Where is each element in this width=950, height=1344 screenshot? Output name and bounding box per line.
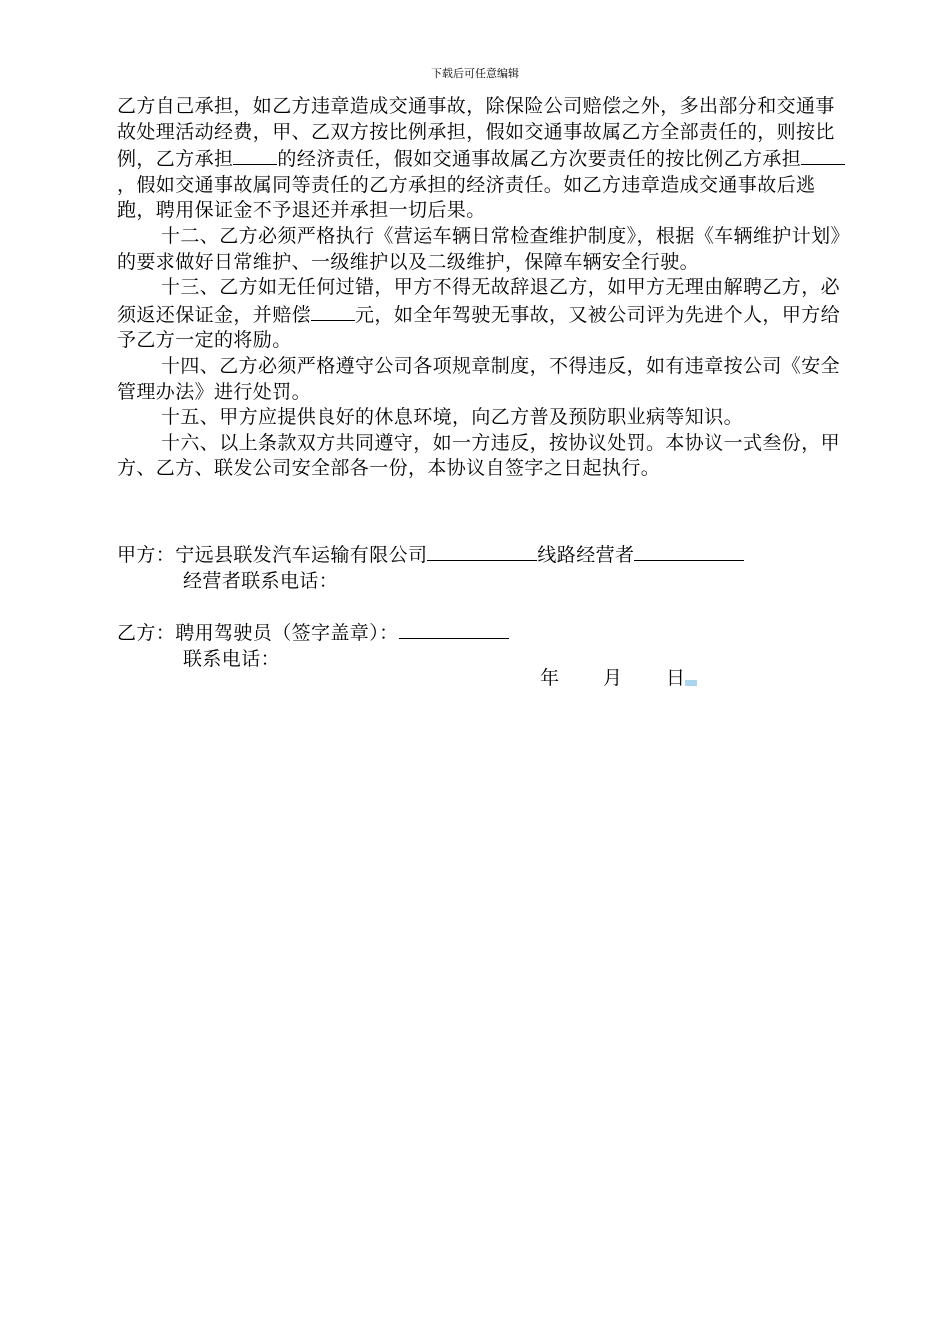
blank-compensation-amount[interactable] [311,301,355,321]
route-operator-blank[interactable] [634,541,744,561]
party-b-line [117,619,509,647]
route-operator-label: 线路经营者 [537,544,635,566]
clause-13 [117,275,847,354]
party-a-line [117,541,744,569]
date-year-label: 年 [540,667,560,689]
page-header-note: 下载后可任意编辑 [431,67,519,80]
clause-11-text-3: ，假如交通事故属同等责任的乙方承担的经济责任。如乙方违章造成交通事故后逃跑，聘用保证金不予退还并承担一切后果。 [117,173,816,222]
party-b-signature-block [117,619,509,672]
date-month-label: 月 [603,667,623,689]
clause-11-continuation [117,94,847,224]
driver-phone-label: 联系电话： [183,647,281,670]
blank-full-responsibility-share[interactable] [233,145,277,165]
party-a-signature-block [117,541,744,594]
signing-date [540,666,697,692]
clause-13-text-1: 十三、乙方如无任何过错，甲方不得无故辞退乙方，如甲方无理由解聘乙方，必须返还保证金，并赔偿 [117,276,841,326]
text-cursor-highlight [685,680,697,686]
party-b-signature-blank[interactable] [399,619,509,639]
contract-body [117,94,847,482]
clause-15: 十五、甲方应提供良好的休息环境，向乙方普及预防职业病等知识。 [161,406,744,429]
clause-13-text-2: 元，如全年驾驶无事故，又被公司评为先进个人，甲方给予乙方一定的将励。 [117,303,841,352]
blank-minor-responsibility-share[interactable] [801,145,845,165]
date-day-label: 日 [666,667,686,689]
clause-11-text-2: 的经济责任，假如交通事故属乙方次要责任的按比例乙方承担 [277,148,802,171]
party-a-signature-blank[interactable] [427,541,537,561]
party-b-label: 乙方：聘用驾驶员（签字盖章）： [117,622,399,644]
operator-phone-label: 经营者联系电话： [183,569,339,592]
party-a-label: 甲方：宁远县联发汽车运输有限公司 [117,544,428,566]
clause-16: 十六、以上条款双方共同遵守，如一方违反，按协议处罚。本协议一式叁份，甲方、乙方、联发公司安全部各一份，本协议自签字之日起执行。 [117,431,841,480]
clause-11-text-1: 乙方自己承担，如乙方违章造成交通事故，除保险公司赔偿之外，多出部分和交通事故处理活动经费，甲、乙双方按比例承担，假如交通事故属乙方全部责任的，则按比例，乙方承担 [117,95,835,171]
clause-12: 十二、乙方必须严格执行《营运车辆日常检查维护制度》，根据《车辆维护计划》的要求做好日常维护、一级维护以及二级维护，保障车辆安全行驶。 [117,224,841,273]
clause-14: 十四、乙方必须严格遵守公司各项规章制度，不得违反，如有违章按公司《安全管理办法》进行处罚。 [117,354,841,403]
